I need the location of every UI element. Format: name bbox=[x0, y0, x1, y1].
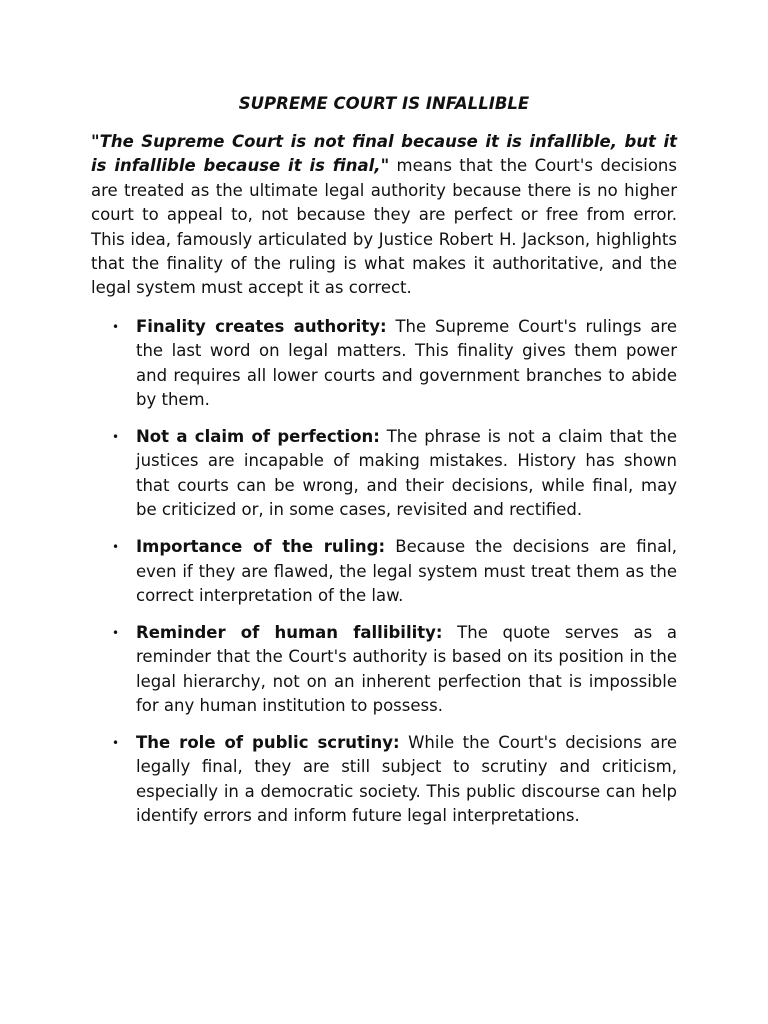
list-item-finality bbox=[91, 315, 677, 413]
list-item-scrutiny bbox=[91, 731, 677, 829]
point-text: Because the decisions are final, even if they are flawed, the legal system must treat them as the correct interpretation of the law. bbox=[136, 537, 678, 605]
list-item-importance bbox=[91, 535, 677, 608]
point-text: While the Court's decisions are legally final, they are still subject to scrutiny and criticism, especially in a democratic society. This public discourse can help identify errors and inform future legal interpretations. bbox=[136, 732, 677, 826]
point-heading: Importance of the ruling: bbox=[136, 537, 386, 557]
point-text: The quote serves as a reminder that the Court's authority is based on its position in the legal hierarchy, not on an inherent perfection that is impossible for any human institution to possess. bbox=[136, 622, 678, 716]
bullet-icon: • bbox=[112, 319, 120, 334]
point-heading: Reminder of human fallibility: bbox=[136, 622, 443, 642]
point-heading: Not a claim of perfection: bbox=[136, 426, 380, 446]
intro-quote: "The Supreme Court is not final because it is infallible, but it is infallible because it is final," bbox=[91, 132, 677, 176]
list-item-fallibility bbox=[91, 621, 677, 719]
point-text: The Supreme Court's rulings are the last word on legal matters. This finality gives them power and requires all lower courts and government branches to abide by them. bbox=[136, 316, 677, 410]
intro-paragraph bbox=[91, 130, 677, 301]
point-heading: Finality creates authority: bbox=[136, 316, 387, 336]
key-points-list bbox=[91, 315, 677, 829]
list-item-perfection bbox=[91, 425, 677, 523]
bullet-icon: • bbox=[112, 429, 120, 444]
intro-text: means that the Court's decisions are treated as the ultimate legal authority because there is no higher court to appeal to, not because they are perfect or free from error. This idea, famously articulated by Justice Robert H. Jackson, highlights that the finality of the ruling is what makes it authoritative, and the legal system must accept it as correct. bbox=[91, 156, 677, 298]
point-heading: The role of public scrutiny: bbox=[136, 732, 400, 752]
bullet-icon: • bbox=[112, 625, 120, 640]
bullet-icon: • bbox=[112, 735, 120, 750]
point-text: The phrase is not a claim that the justices are incapable of making mistakes. History has shown that courts can be wrong, and their decisions, while final, may be criticized or, in some cases, revisited and rectified. bbox=[136, 426, 678, 520]
bullet-icon: • bbox=[112, 540, 120, 555]
document-title: SUPREME COURT IS INFALLIBLE bbox=[238, 94, 530, 113]
